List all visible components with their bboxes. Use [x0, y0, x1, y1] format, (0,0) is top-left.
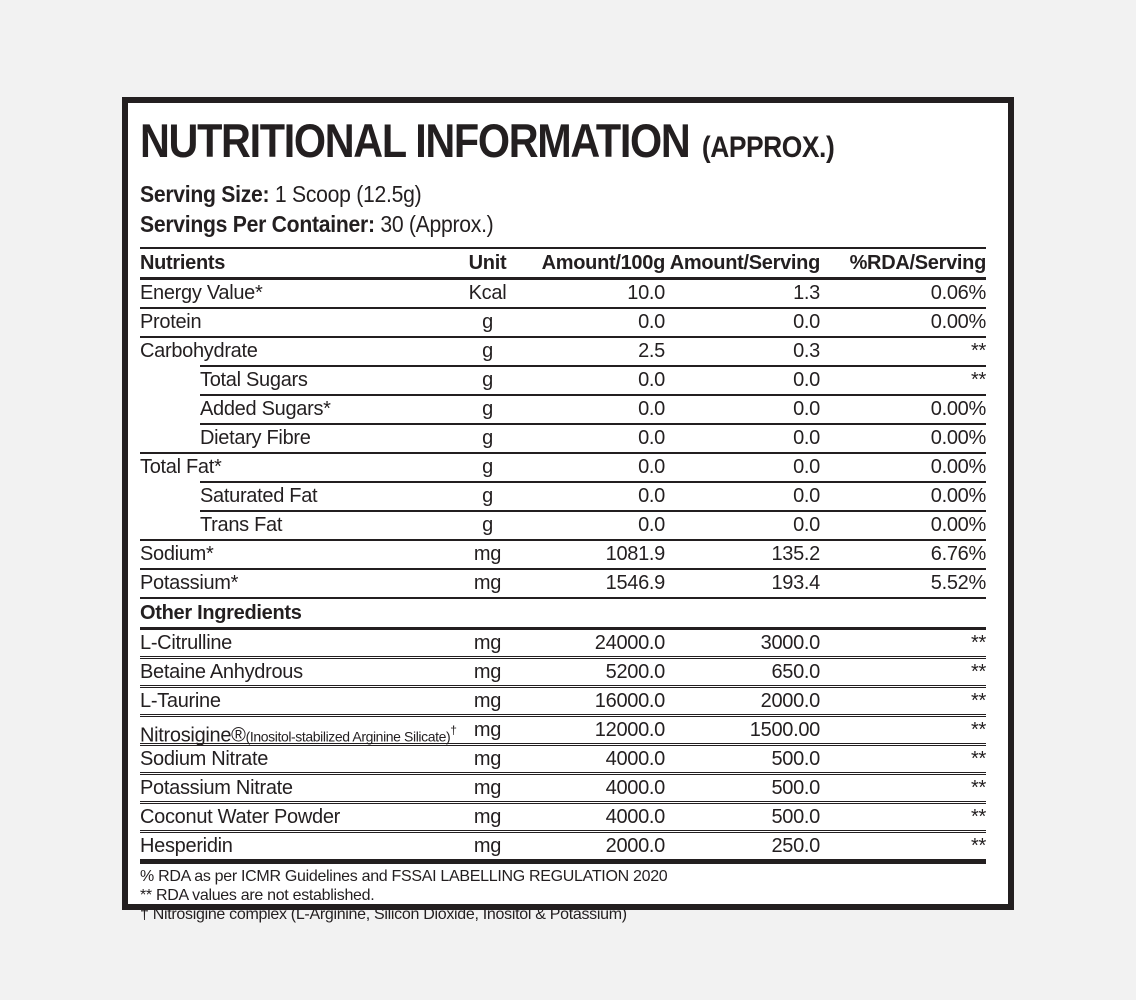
rda-per-serving-value: **	[971, 835, 986, 857]
amount-per-100g-value: 0.0	[638, 485, 665, 507]
nutrient-name: Trans Fat	[200, 514, 283, 536]
table-row	[140, 833, 986, 859]
column-header-rda-serving: %RDA/Serving	[849, 252, 986, 274]
table-row	[140, 512, 986, 539]
amount-per-serving-value: 0.0	[793, 456, 820, 478]
nutrient-rows-section	[140, 280, 986, 597]
amount-per-serving-value: 650.0	[771, 661, 820, 683]
nutrient-name: Hesperidin	[140, 835, 233, 857]
amount-per-serving-value: 1.3	[793, 282, 820, 304]
amount-per-serving-value: 0.0	[793, 485, 820, 507]
amount-per-100g-value: 0.0	[638, 427, 665, 449]
unit-value: mg	[473, 806, 502, 828]
table-row	[140, 630, 986, 656]
nutrition-table	[140, 247, 986, 924]
unit-value: Kcal	[468, 282, 507, 304]
rda-per-serving-value: **	[971, 690, 986, 712]
table-row	[140, 688, 986, 714]
amount-per-100g-value: 1546.9	[605, 572, 665, 594]
unit-value: g	[482, 398, 493, 420]
nutrient-name: Potassium*	[140, 572, 239, 594]
table-row	[140, 541, 986, 568]
servings-per-container-value: 30 (Approx.)	[380, 211, 494, 237]
label-title: NUTRITIONAL INFORMATION	[140, 114, 690, 167]
rda-per-serving-value: **	[971, 777, 986, 799]
table-row	[140, 425, 986, 452]
nutrient-name-dagger: †	[450, 723, 457, 737]
rda-per-serving-value: 5.52%	[930, 572, 986, 594]
table-row	[140, 309, 986, 336]
table-row	[140, 483, 986, 510]
amount-per-100g-value: 4000.0	[605, 748, 665, 770]
amount-per-100g-value: 4000.0	[605, 806, 665, 828]
servings-per-container-label: Servings Per Container:	[140, 211, 375, 237]
amount-per-serving-value: 0.0	[793, 427, 820, 449]
table-row	[140, 804, 986, 830]
amount-per-serving-value: 0.0	[793, 311, 820, 333]
rda-per-serving-value: **	[971, 632, 986, 654]
rda-per-serving-value: 0.06%	[930, 282, 986, 304]
label-title-line	[140, 115, 884, 179]
serving-size-label: Serving Size:	[140, 181, 270, 207]
nutrient-name: Energy Value*	[140, 282, 263, 304]
amount-per-100g-value: 10.0	[627, 282, 665, 304]
table-row	[140, 717, 986, 747]
nutrient-name: Total Sugars	[200, 369, 308, 391]
amount-per-serving-value: 500.0	[771, 748, 820, 770]
nutrient-name: Added Sugars*	[200, 398, 331, 420]
nutrient-name: Sodium*	[140, 543, 214, 565]
column-header-amount-100g: Amount/100g	[541, 252, 665, 274]
amount-per-100g-value: 0.0	[638, 398, 665, 420]
amount-per-100g-value: 24000.0	[594, 632, 665, 654]
unit-value: g	[482, 340, 493, 362]
unit-value: mg	[473, 661, 502, 683]
amount-per-serving-value: 1500.00	[749, 719, 820, 741]
rda-per-serving-value: **	[971, 369, 986, 391]
unit-value: g	[482, 427, 493, 449]
nutrient-name: Coconut Water Powder	[140, 806, 341, 828]
unit-value: g	[482, 369, 493, 391]
table-row	[140, 746, 986, 772]
amount-per-100g-value: 5200.0	[605, 661, 665, 683]
amount-per-serving-value: 500.0	[771, 806, 820, 828]
rda-per-serving-value: **	[971, 806, 986, 828]
unit-value: g	[482, 485, 493, 507]
column-header-unit: Unit	[468, 252, 507, 274]
other-ingredients-title: Other Ingredients	[140, 602, 302, 624]
table-row	[140, 570, 986, 597]
amount-per-serving-value: 2000.0	[760, 690, 820, 712]
nutrient-name-detail: (Inositol-stabilized Arginine Silicate)	[245, 728, 451, 745]
table-row	[140, 280, 986, 307]
amount-per-100g-value: 0.0	[638, 369, 665, 391]
unit-value: mg	[473, 748, 502, 770]
amount-per-100g-value: 0.0	[638, 311, 665, 333]
nutrient-name: Saturated Fat	[200, 485, 318, 507]
table-row	[140, 775, 986, 801]
nutrient-name: Betaine Anhydrous	[140, 661, 303, 683]
amount-per-serving-value: 193.4	[771, 572, 820, 594]
unit-value: mg	[473, 835, 502, 857]
amount-per-100g-value: 4000.0	[605, 777, 665, 799]
unit-value: mg	[473, 632, 502, 654]
amount-per-serving-value: 0.0	[793, 514, 820, 536]
table-row	[140, 454, 986, 481]
nutrient-name: Sodium Nitrate	[140, 748, 269, 770]
table-row	[140, 659, 986, 685]
amount-per-serving-value: 3000.0	[760, 632, 820, 654]
rda-per-serving-value: **	[971, 748, 986, 770]
unit-value: mg	[473, 690, 502, 712]
rda-per-serving-value: **	[971, 661, 986, 683]
unit-value: g	[482, 514, 493, 536]
amount-per-100g-value: 0.0	[638, 456, 665, 478]
rda-per-serving-value: 0.00%	[930, 427, 986, 449]
unit-value: mg	[473, 543, 502, 565]
table-row	[140, 338, 986, 365]
amount-per-100g-value: 2000.0	[605, 835, 665, 857]
amount-per-100g-value: 16000.0	[594, 690, 665, 712]
amount-per-serving-value: 250.0	[771, 835, 820, 857]
unit-value: mg	[473, 572, 502, 594]
unit-value: mg	[473, 719, 502, 741]
footnote-rda-not-established: ** RDA values are not established.	[140, 887, 375, 904]
amount-per-100g-value: 1081.9	[605, 543, 665, 565]
rda-per-serving-value: 6.76%	[930, 543, 986, 565]
nutrient-name: L-Taurine	[140, 690, 221, 712]
column-header-nutrients: Nutrients	[140, 252, 226, 274]
serving-size-value: 1 Scoop (12.5g)	[274, 181, 422, 207]
label-content	[128, 103, 1008, 924]
footnote-rda-guidelines: % RDA as per ICMR Guidelines and FSSAI LABELLING REGULATION 2020	[140, 868, 668, 885]
unit-value: g	[482, 456, 493, 478]
amount-per-100g-value: 0.0	[638, 514, 665, 536]
ingredient-rows-section	[140, 630, 986, 859]
amount-per-serving-value: 0.3	[793, 340, 820, 362]
footnotes	[140, 864, 986, 924]
unit-value: g	[482, 311, 493, 333]
table-header-row	[140, 247, 986, 280]
nutrient-name: Dietary Fibre	[200, 427, 311, 449]
table-row	[140, 396, 986, 423]
rda-per-serving-value: **	[971, 340, 986, 362]
amount-per-serving-value: 0.0	[793, 398, 820, 420]
rda-per-serving-value: 0.00%	[930, 398, 986, 420]
unit-value: mg	[473, 777, 502, 799]
amount-per-100g-value: 2.5	[638, 340, 665, 362]
rda-per-serving-value: 0.00%	[930, 514, 986, 536]
amount-per-serving-value: 500.0	[771, 777, 820, 799]
servings-per-container-line	[140, 209, 918, 239]
table-row	[140, 367, 986, 394]
nutrient-name: Protein	[140, 311, 202, 333]
nutrient-name: Carbohydrate	[140, 340, 258, 362]
rda-per-serving-value: **	[971, 719, 986, 741]
column-header-amount-serving: Amount/Serving	[669, 252, 820, 274]
nutrition-label	[122, 97, 1014, 923]
footnote-nitrosigine-complex: † Nitrosigine complex (L-Arginine, Silicon Dioxide, Inositol & Potassium)	[140, 906, 627, 923]
nutrient-name: Potassium Nitrate	[140, 777, 293, 799]
serving-size-line	[140, 179, 918, 209]
amount-per-100g-value: 12000.0	[594, 719, 665, 741]
nutrient-name: Nitrosigine®(Inositol-stabilized Arginine Silicate)†	[140, 723, 457, 747]
rda-per-serving-value: 0.00%	[930, 311, 986, 333]
nutrient-name: Total Fat*	[140, 456, 222, 478]
amount-per-serving-value: 135.2	[771, 543, 820, 565]
rda-per-serving-value: 0.00%	[930, 456, 986, 478]
label-title-suffix: (APPROX.)	[701, 131, 835, 164]
amount-per-serving-value: 0.0	[793, 369, 820, 391]
rda-per-serving-value: 0.00%	[930, 485, 986, 507]
nutrient-name: L-Citrulline	[140, 632, 232, 654]
